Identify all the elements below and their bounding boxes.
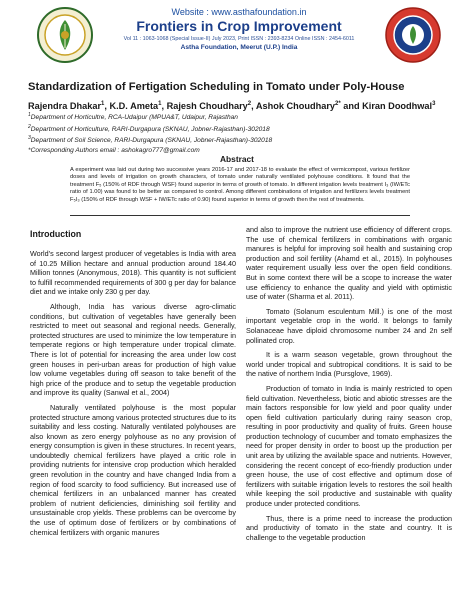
body-paragraph: World’s second largest producer of vegetables is India with area of 10.25 Million hectare and annual production around 184.40 Million tonnes (Anonymous, 2018). This quantity is not sufficient to fulfill recommended requirements of 300 g per day for balance diet and we intake only 230 g per day. — [30, 249, 236, 297]
website-line[interactable]: Website : www.asthafoundation.in — [171, 7, 307, 17]
author-separator: , — [161, 101, 167, 112]
author-name: K.D. Ameta — [109, 101, 159, 112]
affiliation-mark: 2 — [28, 123, 31, 130]
body-paragraph: Tomato (Solanum esculentum Mill.) is one of the most important vegetable crop in the world. It belongs to family Solanaceae have diploid chromosome number 24 and 2n self pollinated crop. — [246, 306, 452, 345]
astha-foundation-seal-icon — [384, 6, 442, 64]
author-separator: and — [340, 101, 363, 112]
body-paragraph: Although, India has various diverse agro-climatic conditions, but cultivation of vegetables have generally been restricted to meet out seasonal and regional needs. Generally, protected structures are used to minimize the low temperature in temperate regions or high temperature under tropical climate. There is lot of potential for increasing the area under low cost green houses in peri-urban areas for production of high value low volume vegetables during off season to take benefit of the high price of the produce and to setup the vegetable production and improve its quality (Sanwal et al., 2004) — [30, 301, 236, 398]
affiliation-text: Department of Soil Science, RARI-Durgapura (SKNAU, Jobner-Rajasthan)-302018 — [30, 137, 273, 145]
affiliation-line — [28, 123, 458, 135]
affiliations — [28, 111, 458, 155]
body-paragraph: Thus, there is a prime need to increase the production and productivity of tomato in the state and country. It is challenge to the vegetable production — [246, 513, 452, 542]
body-paragraph: and also to improve the nutrient use efficiency of different crops. The use of chemical fertilizers in combinations with organic manures is helpful for improving soil health and sustaining crop production and soil fertility (Ahamd et al., 2015). In polyhouses water requirement usually less over the open field conditions. But in some context there will be a scope to increase the water use efficiency to enhance the quality and yield with optimistic use of water (Sharma et al. 2011). — [246, 225, 452, 302]
astha-foundation-logo-icon — [36, 6, 94, 64]
author-affiliation-mark: 3 — [432, 101, 436, 107]
journal-name: Frontiers in Crop Improvement — [136, 18, 342, 34]
introduction-heading: Introduction — [30, 229, 82, 239]
affiliation-line — [28, 111, 458, 123]
abstract-text: A experiment was laid out during two successive years 2016-17 and 2017-18 to evaluate the effect of vermicompost, various fertilizer doses and levels of irrigation on growth characters, of tomato under naturally ventilated polyhouse conditions. It found that the treatment F₅ (150% of RDF through WSF) found superior in terms of growth of tomato. In different irrigation levels treatment I₃ (IW/ETc ratio of 1.00) was found to be better as compared to control. Among different combinations of irrigation and fertilizers levels treatment F₅I₃ (150% of RDF through WSF + IW/ETc ratio of 0.90) found superior in terms of growth then the rest of treatments. — [70, 167, 410, 203]
affiliation-mark: 3 — [28, 135, 31, 142]
affiliation-text: Department of Horticultre, RCA-Udaipur (MPUA&T, Udaipur, Rajasthan — [30, 114, 238, 122]
journal-header — [0, 0, 474, 70]
affiliation-line — [28, 134, 458, 146]
author-affiliation-mark: 2* — [335, 101, 341, 107]
body-paragraph: It is a warm season vegetable, grown throughout the world under tropical and subtropical conditions. It is said to be the native of northern India (Pursglove, 1969). — [246, 350, 452, 379]
body-paragraph: Naturally ventilated polyhouse is the most popular protected structure among various protected structures due to its suitability and less costing. Naturally ventilated polyhouses are also known as zero energy polyhouse as no any provision of energy consumption is given in these structures. In recent years, undoubtedly chemical fertilizers have played a critic role in providing nutrients for intensive crop production which heralded green revolution in the country and have changed India from a region of food scarcity to food sufficiency. But increased use of chemical fertilizers in an unbalanced manner has created problem of nutrient deficiencies, diminishing soil fertility and unsustainable crop yields. These problems can be overcome by the use of optimum dose of fertilizers or by combinations of chemical fertilizers with organic manures — [30, 402, 236, 537]
volume-issn-line: Vol 11 : 1063-1068 (Special Issue-II) July 2023, Print ISSN : 2393-8234 Online ISSN : 2454-6011 — [123, 36, 355, 42]
author-list — [28, 98, 458, 112]
author-affiliation-mark: 1 — [101, 101, 105, 107]
paper-title: Standardization of Fertigation Scheduling in Tomato under Poly-House — [28, 81, 405, 93]
author-name: Ashok Choudhary — [255, 101, 336, 112]
right-column — [246, 225, 452, 547]
author-name: Rajendra Dhakar — [28, 101, 102, 112]
affiliation-text: *Corresponding Authors email : ashokagro777@gmail.com — [28, 146, 200, 154]
author-separator: , — [251, 101, 256, 112]
author-separator: , — [104, 101, 110, 112]
author-name: Rajesh Choudhary — [166, 101, 248, 112]
left-column — [30, 225, 236, 542]
abstract-divider — [70, 215, 410, 216]
author-name: Kiran Doodhwal — [362, 101, 433, 112]
author-affiliation-mark: 1 — [158, 101, 162, 107]
affiliation-mark: 1 — [28, 112, 31, 118]
author-affiliation-mark: 2 — [247, 101, 252, 107]
publisher-line: Astha Foundation, Meerut (U.P.) India — [180, 44, 298, 51]
abstract-heading: Abstract — [220, 154, 254, 164]
affiliation-text: Department of Horticulture, RARI-Durgapura (SKNAU, Jobner-Rajasthan)-302018 — [30, 125, 270, 133]
body-paragraph: Production of tomato in India is mainly restricted to open field cultivation. Nevertheless, biotic and abiotic stresses are the main factors responsible for low yield and poor quality under open field cultivation particularly during rainy season crop, resulting in poor productivity and quality of fruits. Green house production technology of cucumber and tomato emphasizes the need for proper density in order to boost up the production per unit area by utilizing the available space and nutrients. However, considering the recent concept of eco-friendly production under green house, the use of cost effective and optimum dose of fertilizers with suitable irrigation levels to restores the soil health while keeping the soil productive and sustainable with quality produce under protected conditions. — [246, 383, 452, 509]
